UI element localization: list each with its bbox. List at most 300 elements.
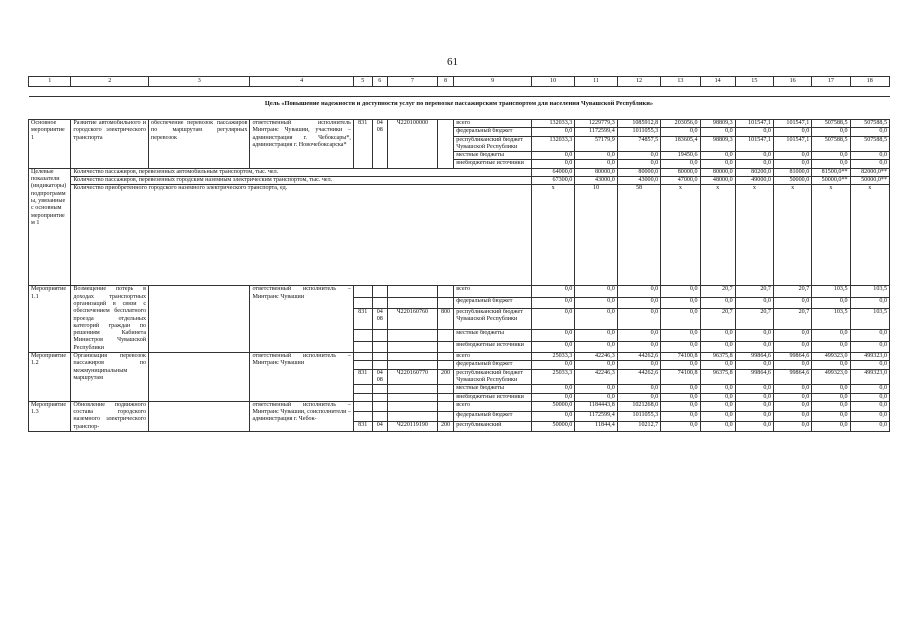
funding-source: всего (454, 120, 532, 128)
event-purpose (149, 286, 250, 353)
event-executor: ответственный исполнитель – Минтранс Чувашии (250, 286, 353, 353)
indicator-value: x (735, 185, 773, 286)
value-cell: 0,0 (661, 128, 700, 136)
spacer (29, 87, 890, 97)
value-cell: 499323,0 (812, 353, 850, 361)
value-cell: 0,0 (735, 393, 773, 401)
funding-source: республиканский бюджет Чувашской Республики (454, 136, 532, 152)
code-cell (372, 401, 388, 411)
code-cell (388, 297, 438, 308)
indicator-value: x (700, 185, 735, 286)
value-cell: 0,0 (773, 411, 811, 421)
grbs-code: 831 (353, 309, 372, 330)
finance-row (29, 353, 890, 361)
value-cell: 0,0 (531, 330, 574, 341)
indicator-value: 49000,0 (735, 177, 773, 185)
indicator-value: 80000,0 (661, 168, 700, 176)
column-number: 15 (735, 77, 773, 87)
event-code: Мероприятие 1.2 (29, 353, 71, 402)
column-number: 12 (617, 77, 660, 87)
indicator-value: x (661, 185, 700, 286)
event-executor: ответственный исполнитель Минтранс Чувашии, участники – администрация г. Чебоксары*, администрация г. Новочебоксарска* (250, 120, 353, 169)
value-cell: 0,0 (773, 361, 811, 369)
event-executor: ответственный исполнитель – Минтранс Чувашии (250, 353, 353, 402)
value-cell: 0,0 (850, 385, 889, 393)
value-cell: 0,0 (700, 385, 735, 393)
value-cell: 0,0 (773, 341, 811, 352)
code-cell (437, 353, 454, 361)
value-cell: 96375,8 (700, 353, 735, 361)
value-cell: 20,7 (773, 309, 811, 330)
code-cell (388, 330, 438, 341)
value-cell: 0,0 (850, 128, 889, 136)
value-cell: 57179,9 (575, 136, 617, 152)
column-number: 1 (29, 77, 71, 87)
value-cell: 0,0 (850, 401, 889, 411)
code-cell (437, 330, 454, 341)
value-cell: 1011055,3 (617, 128, 660, 136)
value-cell: 0,0 (617, 341, 660, 352)
value-cell: 0,0 (531, 411, 574, 421)
value-cell: 0,0 (531, 297, 574, 308)
column-number: 7 (388, 77, 438, 87)
value-cell: 0,0 (812, 421, 850, 431)
event-name: Организация перевозок пассажиров по межмуниципальным маршрутам (71, 353, 149, 402)
indicator-name: Количество пассажиров, перевезенных городским наземным электрическим транспортом, тыс. чел. (71, 177, 531, 185)
rz-code: 04 (372, 421, 388, 431)
column-number: 6 (372, 77, 388, 87)
indicator-value: 80200,0 (735, 168, 773, 176)
value-cell: 0,0 (812, 128, 850, 136)
column-number: 4 (250, 77, 353, 87)
value-cell: 0,0 (735, 411, 773, 421)
value-cell: 507588,5 (850, 136, 889, 152)
value-cell: 96375,8 (700, 369, 735, 385)
value-cell: 132033,3 (531, 136, 574, 152)
code-cell (388, 411, 438, 421)
event-purpose: обеспечение перевозок пассажиров по маршрутам регулярных перевозок (149, 120, 250, 169)
column-number: 16 (773, 77, 811, 87)
value-cell: 42246,3 (575, 353, 617, 361)
code-cell (353, 393, 372, 401)
value-cell: 0,0 (661, 411, 700, 421)
column-number: 18 (850, 77, 889, 87)
indicator-row (29, 185, 890, 286)
value-cell: 0,0 (661, 309, 700, 330)
event-name: Возмещение потерь в доходах транспортных организаций в связи с обеспечением бесплатного проезда отдельных категорий граждан по решениям Кабинета Министров Чувашской Республики (71, 286, 149, 353)
value-cell: 0,0 (531, 152, 574, 160)
indicator-value: 58 (617, 185, 660, 286)
csr-code: Ч220160760 (388, 309, 438, 330)
value-cell: 103,5 (812, 286, 850, 297)
value-cell: 0,0 (617, 361, 660, 369)
value-cell: 0,0 (700, 421, 735, 431)
finance-row (29, 120, 890, 128)
column-number: 13 (661, 77, 700, 87)
value-cell: 101547,1 (773, 136, 811, 152)
value-cell: 0,0 (700, 361, 735, 369)
value-cell: 0,0 (850, 152, 889, 160)
funding-source: федеральный бюджет (454, 128, 532, 136)
funding-source: местные бюджеты (454, 330, 532, 341)
value-cell: 50000,0 (531, 401, 574, 411)
value-cell: 0,0 (812, 411, 850, 421)
program-table (28, 76, 890, 432)
value-cell: 0,0 (735, 361, 773, 369)
value-cell: 0,0 (575, 385, 617, 393)
event-code: Основное мероприятие 1 (29, 120, 71, 169)
value-cell: 1085912,8 (617, 120, 660, 128)
value-cell: 183605,4 (661, 136, 700, 152)
value-cell: 0,0 (617, 286, 660, 297)
funding-source: местные бюджеты (454, 152, 532, 160)
indicator-value: 47000,0 (661, 177, 700, 185)
funding-source: внебюджетные источники (454, 393, 532, 401)
indicator-value: 48000,0 (700, 177, 735, 185)
code-cell (437, 286, 454, 297)
rz-code: 04 08 (372, 369, 388, 385)
value-cell: 507588,5 (850, 120, 889, 128)
value-cell: 99864,6 (773, 353, 811, 361)
value-cell: 0,0 (735, 128, 773, 136)
value-cell: 20,7 (700, 286, 735, 297)
value-cell: 1011055,3 (617, 411, 660, 421)
value-cell: 0,0 (531, 128, 574, 136)
code-cell (388, 286, 438, 297)
value-cell: 98809,3 (700, 120, 735, 128)
column-number: 3 (149, 77, 250, 87)
value-cell: 0,0 (617, 393, 660, 401)
code-cell (372, 385, 388, 393)
code-cell (372, 286, 388, 297)
code-cell (353, 341, 372, 352)
code-cell (372, 297, 388, 308)
indicator-value: x (531, 185, 574, 286)
spacer-row (29, 87, 890, 97)
value-cell: 0,0 (735, 341, 773, 352)
event-name: Обновление подвижного состава городского наземного электрического транспор- (71, 401, 149, 431)
value-cell: 0,0 (617, 297, 660, 308)
funding-source: республиканский бюджет Чувашской Республики (454, 309, 532, 330)
indicator-name: Количество пассажиров, перевезенных автомобильным транспортом, тыс. чел. (71, 168, 531, 176)
value-cell: 74100,8 (661, 353, 700, 361)
indicator-value: 81000,0 (773, 168, 811, 176)
value-cell: 0,0 (812, 160, 850, 168)
value-cell: 0,0 (661, 160, 700, 168)
code-cell (437, 401, 454, 411)
value-cell: 0,0 (812, 401, 850, 411)
column-number: 9 (454, 77, 532, 87)
indicator-value: 67300,0 (531, 177, 574, 185)
value-cell: 0,0 (700, 411, 735, 421)
value-cell: 0,0 (773, 160, 811, 168)
code-cell (388, 353, 438, 361)
spacer-row (29, 111, 890, 120)
value-cell: 0,0 (700, 401, 735, 411)
column-number: 14 (700, 77, 735, 87)
code-cell (372, 353, 388, 361)
indicator-value: 50000,0** (812, 177, 850, 185)
code-cell (353, 385, 372, 393)
value-cell: 0,0 (700, 128, 735, 136)
value-cell: 0,0 (773, 330, 811, 341)
code-cell (388, 361, 438, 369)
value-cell: 99864,6 (735, 353, 773, 361)
goal-title: Цель «Повышение надежности и доступности услуг по перевозке пассажирским транспортом для населения Чувашской Республики» (264, 100, 654, 108)
code-cell (437, 297, 454, 308)
value-cell: 1229779,3 (575, 120, 617, 128)
event-executor: ответственный исполнитель – Минтранс Чувашии, соисполнители – администрация г. Чебок- (250, 401, 353, 431)
value-cell: 0,0 (575, 330, 617, 341)
value-cell: 42246,3 (575, 369, 617, 385)
value-cell: 0,0 (661, 421, 700, 431)
value-cell: 0,0 (531, 385, 574, 393)
indicator-value: 82000,0** (850, 168, 889, 176)
indicator-row (29, 177, 890, 185)
value-cell: 0,0 (575, 309, 617, 330)
code-cell (353, 330, 372, 341)
code-cell (353, 401, 372, 411)
value-cell: 0,0 (531, 393, 574, 401)
code-cell (437, 361, 454, 369)
indicator-value: 43000,0 (617, 177, 660, 185)
funding-source: местные бюджеты (454, 385, 532, 393)
value-cell: 25033,3 (531, 353, 574, 361)
value-cell: 0,0 (850, 330, 889, 341)
indicator-value: x (773, 185, 811, 286)
funding-source: республиканский бюджет Чувашской Республики (454, 369, 532, 385)
value-cell: 0,0 (812, 393, 850, 401)
event-name: Развитие автомобильного и городского электрического транспорта (71, 120, 149, 169)
spacer (29, 111, 890, 120)
value-cell: 0,0 (700, 152, 735, 160)
value-cell: 44262,6 (617, 369, 660, 385)
value-cell: 0,0 (850, 411, 889, 421)
value-cell: 20,7 (735, 286, 773, 297)
funding-source: республиканский (454, 421, 532, 431)
code-cell (437, 411, 454, 421)
value-cell: 98809,3 (700, 136, 735, 152)
finance-row (29, 286, 890, 297)
code-cell (437, 385, 454, 393)
value-cell: 0,0 (812, 341, 850, 352)
event-purpose (149, 353, 250, 402)
code-cell (353, 297, 372, 308)
value-cell: 0,0 (575, 286, 617, 297)
indicator-value: 80000,0 (617, 168, 660, 176)
value-cell: 25033,3 (531, 369, 574, 385)
value-cell: 0,0 (575, 152, 617, 160)
code-cell (372, 341, 388, 352)
code-cell (353, 411, 372, 421)
value-cell: 0,0 (575, 341, 617, 352)
value-cell: 507588,5 (812, 120, 850, 128)
value-cell: 0,0 (700, 297, 735, 308)
value-cell: 0,0 (661, 393, 700, 401)
value-cell: 0,0 (575, 297, 617, 308)
funding-source: внебюджетные источники (454, 160, 532, 168)
indicator-value: 81500,0** (812, 168, 850, 176)
value-cell: 0,0 (735, 297, 773, 308)
value-cell: 0,0 (575, 393, 617, 401)
value-cell: 0,0 (661, 286, 700, 297)
column-number: 11 (575, 77, 617, 87)
value-cell: 74857,5 (617, 136, 660, 152)
value-cell: 0,0 (773, 393, 811, 401)
code-cell (388, 401, 438, 411)
value-cell: 101547,1 (735, 136, 773, 152)
value-cell: 0,0 (531, 341, 574, 352)
value-cell: 0,0 (812, 152, 850, 160)
value-cell: 0,0 (850, 297, 889, 308)
value-cell: 0,0 (735, 160, 773, 168)
value-cell: 0,0 (773, 421, 811, 431)
event-code: Мероприятие 1.1 (29, 286, 71, 353)
value-cell: 99864,6 (735, 369, 773, 385)
event-code: Мероприятие 1.3 (29, 401, 71, 431)
vr-code: 800 (437, 309, 454, 330)
funding-source: федеральный бюджет (454, 297, 532, 308)
value-cell: 0,0 (531, 309, 574, 330)
value-cell: 0,0 (773, 152, 811, 160)
value-cell: 0,0 (850, 393, 889, 401)
value-cell: 0,0 (773, 401, 811, 411)
value-cell: 10212,7 (617, 421, 660, 431)
grbs-code: 831 (353, 421, 372, 431)
value-cell: 0,0 (661, 361, 700, 369)
column-number: 5 (353, 77, 372, 87)
code-cell (372, 330, 388, 341)
value-cell: 44262,6 (617, 353, 660, 361)
column-number: 10 (531, 77, 574, 87)
indicator-value: 50000,0 (773, 177, 811, 185)
value-cell: 101547,1 (773, 120, 811, 128)
value-cell: 50000,0 (531, 421, 574, 431)
value-cell: 0,0 (812, 297, 850, 308)
value-cell: 132033,3 (531, 120, 574, 128)
value-cell: 20,7 (735, 309, 773, 330)
value-cell: 0,0 (531, 160, 574, 168)
column-number-row (29, 77, 890, 87)
indicator-value: 50000,0** (850, 177, 889, 185)
value-cell: 0,0 (735, 385, 773, 393)
funding-source: федеральный бюджет (454, 411, 532, 421)
indicators-label: Целевые показатели (индикаторы) подпрограммы, увязанные с основным мероприятием 1 (29, 168, 71, 286)
value-cell: 0,0 (812, 361, 850, 369)
value-cell: 0,0 (850, 341, 889, 352)
value-cell: 0,0 (617, 385, 660, 393)
code-cell (437, 341, 454, 352)
page-number: 61 (447, 56, 458, 68)
value-cell: 0,0 (617, 160, 660, 168)
value-cell: 0,0 (773, 385, 811, 393)
value-cell: 0,0 (617, 309, 660, 330)
value-cell: 0,0 (700, 330, 735, 341)
value-cell: 0,0 (531, 361, 574, 369)
event-purpose (149, 401, 250, 431)
value-cell: 1172599,4 (575, 128, 617, 136)
indicator-row (29, 168, 890, 176)
value-cell: 101547,1 (735, 120, 773, 128)
indicator-value: 64000,0 (531, 168, 574, 176)
csr-code: Ч220119190 (388, 421, 438, 431)
code-cell (353, 361, 372, 369)
value-cell: 0,0 (812, 330, 850, 341)
code-cell (388, 393, 438, 401)
value-cell: 20,7 (773, 286, 811, 297)
value-cell: 0,0 (661, 341, 700, 352)
value-cell: 0,0 (617, 330, 660, 341)
value-cell: 103,5 (850, 286, 889, 297)
value-cell: 0,0 (661, 385, 700, 393)
code-cell (437, 393, 454, 401)
value-cell: 0,0 (850, 160, 889, 168)
goal-row (29, 97, 890, 112)
indicator-value: 10 (575, 185, 617, 286)
value-cell: 0,0 (661, 297, 700, 308)
value-cell: 0,0 (773, 297, 811, 308)
csr-code: Ч220160770 (388, 369, 438, 385)
value-cell: 0,0 (735, 401, 773, 411)
code-cell (353, 286, 372, 297)
value-cell: 507588,5 (812, 136, 850, 152)
value-cell: 20,7 (700, 309, 735, 330)
value-cell: 103,5 (850, 309, 889, 330)
value-cell: 499323,0 (812, 369, 850, 385)
value-cell: 0,0 (735, 152, 773, 160)
grbs-code: 831 (353, 369, 372, 385)
value-cell: 1021268,0 (617, 401, 660, 411)
value-cell: 19450,6 (661, 152, 700, 160)
funding-source: всего (454, 401, 532, 411)
value-cell: 0,0 (735, 330, 773, 341)
value-cell: 0,0 (700, 341, 735, 352)
indicator-value: x (850, 185, 889, 286)
value-cell: 1172599,4 (575, 411, 617, 421)
indicator-value: x (812, 185, 850, 286)
rz-code: 04 08 (372, 120, 388, 169)
code-cell (372, 411, 388, 421)
value-cell: 499323,0 (850, 369, 889, 385)
column-number: 2 (71, 77, 149, 87)
indicator-name: Количество приобретенного городского наземного электрического транспорта, ед. (71, 185, 531, 286)
code-cell (388, 385, 438, 393)
column-number: 17 (812, 77, 850, 87)
value-cell: 0,0 (661, 330, 700, 341)
code-cell (353, 353, 372, 361)
value-cell: 11844,4 (575, 421, 617, 431)
csr-code: Ч220100000 (388, 120, 438, 169)
vr-code: 200 (437, 421, 454, 431)
value-cell: 0,0 (617, 152, 660, 160)
value-cell: 499323,0 (850, 353, 889, 361)
indicator-value: 80000,0 (700, 168, 735, 176)
value-cell: 0,0 (735, 421, 773, 431)
value-cell: 0,0 (850, 421, 889, 431)
funding-source: внебюджетные источники (454, 341, 532, 352)
value-cell: 103,5 (812, 309, 850, 330)
rz-code: 04 08 (372, 309, 388, 330)
funding-source: федеральный бюджет (454, 361, 532, 369)
value-cell: 0,0 (661, 401, 700, 411)
value-cell: 0,0 (812, 385, 850, 393)
code-cell (388, 341, 438, 352)
value-cell: 1184443,8 (575, 401, 617, 411)
vr-code (437, 120, 454, 169)
value-cell: 99864,6 (773, 369, 811, 385)
column-number: 8 (437, 77, 454, 87)
indicator-value: 43000,0 (575, 177, 617, 185)
